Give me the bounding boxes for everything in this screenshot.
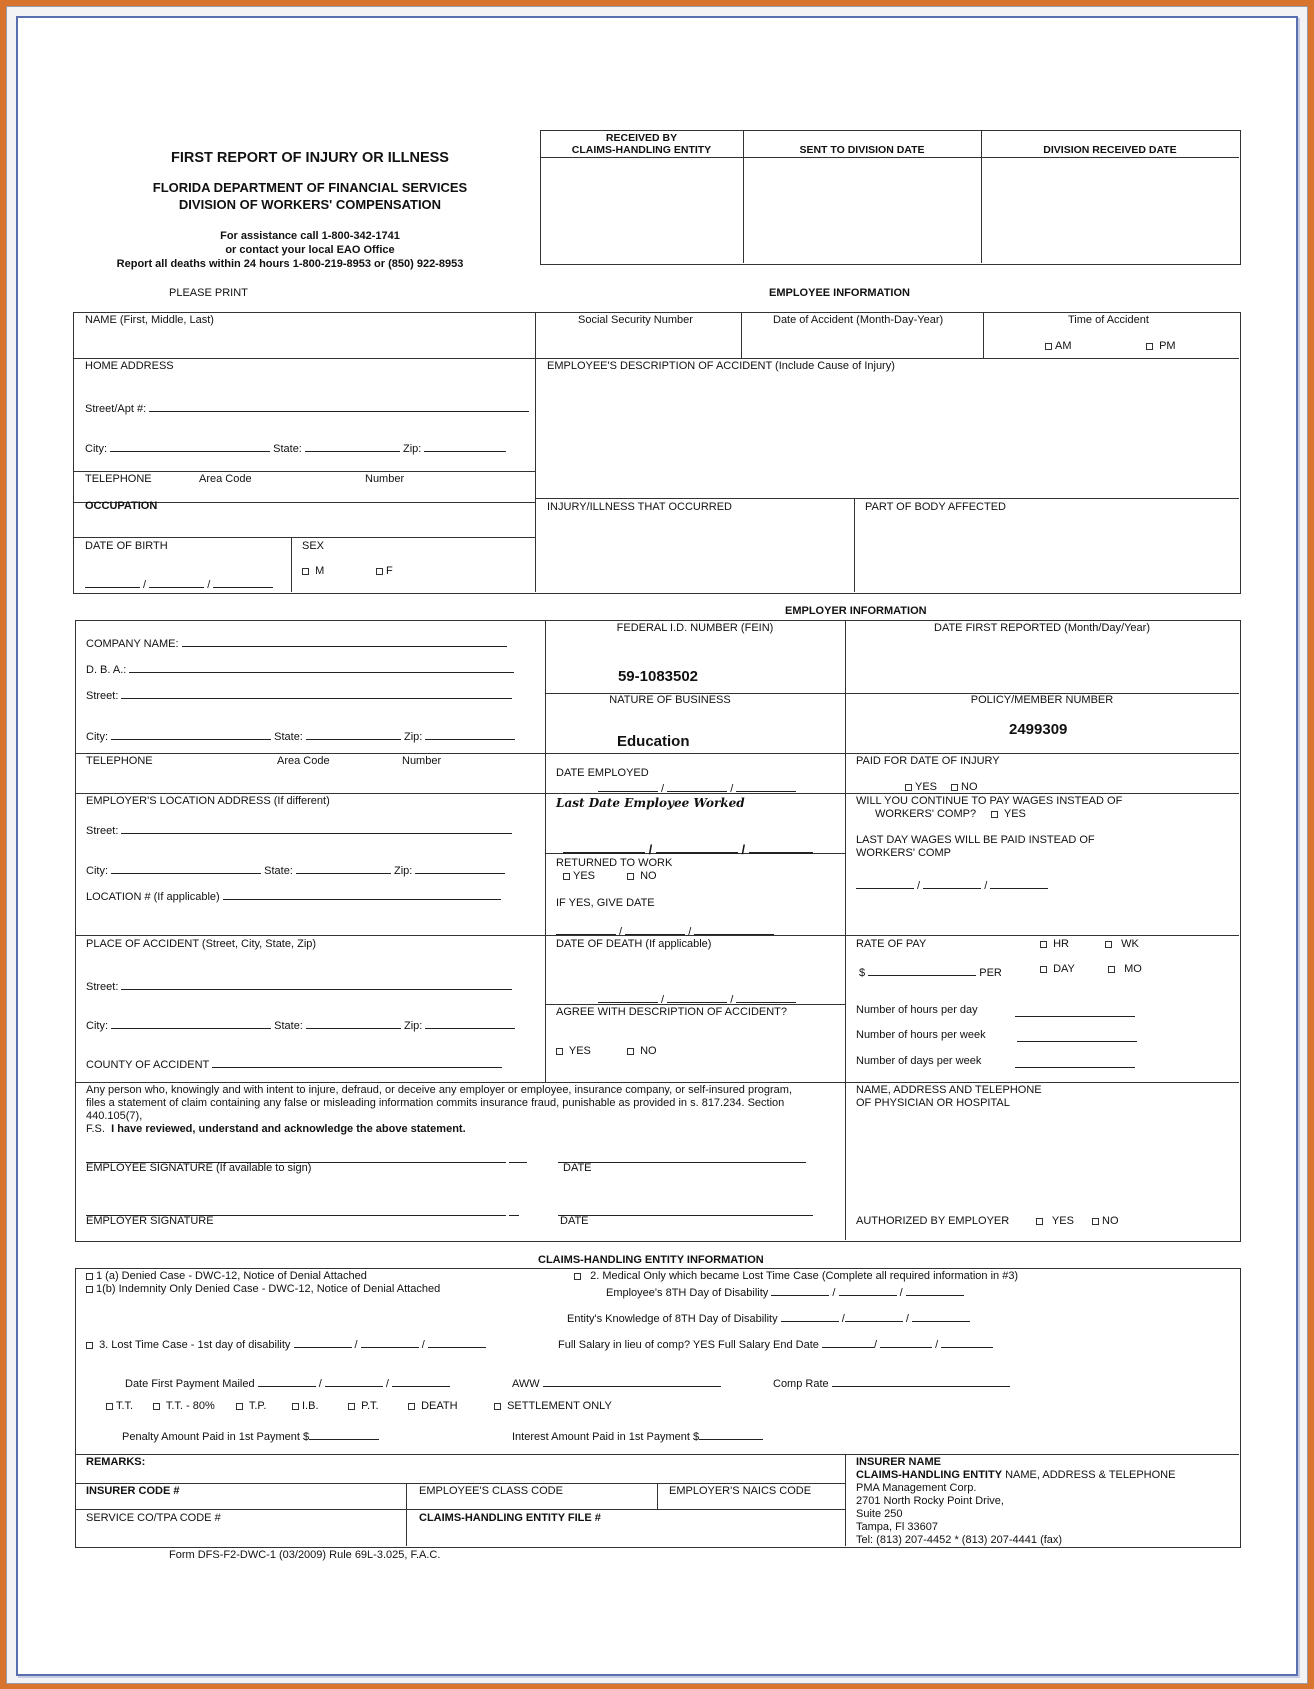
naics-code-label: EMPLOYER'S NAICS CODE [669,1485,812,1497]
checkbox-icon [292,1403,299,1410]
penalty-amount-field[interactable]: Penalty Amount Paid in 1st Payment $ [122,1427,379,1443]
agree-yes-checkbox[interactable]: YES [556,1045,591,1057]
paid-no-checkbox[interactable]: NO [951,781,978,793]
day-checkbox[interactable]: DAY [1040,963,1075,975]
checkbox-icon [1105,941,1112,948]
policy-number-label: POLICY/MEMBER NUMBER [970,694,1114,706]
lost-time-case-checkbox[interactable]: 3. Lost Time Case - 1st day of disability / / [86,1335,486,1351]
checkbox-icon [408,1403,415,1410]
policy-number-value: 2499309 [1009,721,1068,738]
entity-address-label: CLAIMS-HANDLING ENTITY NAME, ADDRESS & TELEPHONE [856,1469,1176,1481]
agree-description-label: AGREE WITH DESCRIPTION OF ACCIDENT? [556,1006,788,1018]
area-code-label: Area Code [199,473,252,485]
entity-address-line4: Tampa, Fl 33607 [856,1521,938,1533]
date-first-reported-label: DATE FIRST REPORTED (Month/Day/Year) [934,622,1150,634]
nature-business-label: NATURE OF BUSINESS [609,694,731,706]
fraud-statement-line2: files a statement of claim containing any false or misleading information commits insurance fraud, punishable as provided in s. 817.234. Section 440.105(7), [86,1097,785,1122]
last-date-worked-field[interactable]: / / [563,840,813,857]
assist-eao: or contact your local EAO Office [225,244,395,256]
agree-no-checkbox[interactable]: NO [627,1045,657,1057]
last-day-wages-field[interactable]: / / [856,876,1048,892]
received-by-label: RECEIVED BY [605,132,678,144]
authorized-yes-checkbox[interactable]: YES [1036,1215,1074,1227]
nature-business-value: Education [617,733,690,750]
date-death-label: DATE OF DEATH (If applicable) [556,938,712,950]
wk-checkbox[interactable]: WK [1105,938,1139,950]
entity-address-line1: PMA Management Corp. [856,1482,977,1494]
employer-signature-date-line[interactable] [558,1203,813,1219]
checkbox-icon [905,784,912,791]
dba-field[interactable]: D. B. A.: [86,660,514,676]
class-code-label: EMPLOYEE'S CLASS CODE [419,1485,563,1497]
rate-amount-field[interactable]: $ PER [859,963,1002,979]
entity-file-label: CLAIMS-HANDLING ENTITY FILE # [419,1512,601,1524]
county-field[interactable]: COUNTY OF ACCIDENT [86,1055,502,1071]
rate-pay-label: RATE OF PAY [856,938,927,950]
employer-street-field[interactable]: Street: [86,686,512,702]
paid-date-injury-label: PAID FOR DATE OF INJURY [856,755,1000,767]
location-street-field[interactable]: Street: [86,821,512,837]
returned-to-work-label: RETURNED TO WORK [556,857,673,869]
last-day-wages-label: LAST DAY WAGES WILL BE PAID INSTEAD OF [856,834,1095,846]
benefit-tt-checkbox[interactable]: T.T. [106,1400,133,1412]
remarks-label: REMARKS: [86,1456,146,1468]
place-accident-label: PLACE OF ACCIDENT (Street, City, State, Zip) [86,938,317,950]
fein-value: 59-1083502 [617,668,699,685]
home-address-label: HOME ADDRESS [85,360,174,372]
pm-checkbox[interactable]: PM [1146,340,1176,352]
location-city-state-zip-field[interactable]: City: State: Zip: [86,861,505,877]
entity-telephone: Tel: (813) 207-4452 * (813) 207-4441 (fax) [856,1534,1063,1546]
benefit-pt-checkbox[interactable]: P.T. [348,1400,379,1412]
date-accident-label: Date of Accident (Month-Day-Year) [773,314,944,326]
checkbox-icon [1040,966,1047,973]
place-city-state-zip-field[interactable]: City: State: Zip: [86,1016,515,1032]
comp-rate-field[interactable]: Comp Rate [773,1374,1010,1390]
first-payment-field[interactable]: Date First Payment Mailed / / [125,1374,450,1390]
ssn-label: Social Security Number [578,314,693,326]
time-accident-label: Time of Accident [1068,314,1149,326]
form-title: FIRST REPORT OF INJURY OR ILLNESS [171,150,449,166]
female-checkbox[interactable]: F [376,565,393,577]
employer-telephone-label: TELEPHONE [86,755,153,767]
acknowledgement: I have reviewed, understand and acknowledge the above statement. [111,1123,466,1135]
benefit-tp-checkbox[interactable]: T.P. [236,1400,266,1412]
checkbox-icon [86,1273,93,1280]
checkbox-icon [574,1273,581,1280]
denied-case-checkbox[interactable]: 1 (a) Denied Case - DWC-12, Notice of Denial Attached [86,1270,367,1282]
hr-checkbox[interactable]: HR [1040,938,1069,950]
fein-label: FEDERAL I.D. NUMBER (FEIN) [616,622,774,634]
last-day-wages-label-2: WORKERS' COMP [856,847,951,859]
returned-no-checkbox[interactable]: NO [627,870,657,882]
employee-signature-label: EMPLOYEE SIGNATURE (If available to sign) [86,1162,312,1174]
physician-label-2: OF PHYSICIAN OR HOSPITAL [856,1097,1010,1109]
employer-section-title: EMPLOYER INFORMATION [785,605,927,617]
city-state-zip-field[interactable]: City: State: Zip: [85,439,506,455]
accident-description-label: EMPLOYEE'S DESCRIPTION OF ACCIDENT (Include Cause of Injury) [547,360,895,372]
checkbox-icon [627,873,634,880]
checkbox-icon [556,1048,563,1055]
entity-address-line2: 2701 North Rocky Point Drive, [856,1495,1004,1507]
service-co-label: SERVICE CO/TPA CODE # [86,1512,221,1524]
returned-yes-checkbox[interactable]: YES [563,870,595,882]
checkbox-icon [1146,343,1153,350]
name-label: NAME (First, Middle, Last) [85,314,214,326]
checkbox-icon [1045,343,1052,350]
division-name: DIVISION OF WORKERS' COMPENSATION [178,197,442,212]
please-print: PLEASE PRINT [169,287,248,299]
hours-per-week-field[interactable]: Number of hours per week [856,1029,986,1041]
paid-yes-checkbox[interactable]: YES [905,781,937,793]
number-label: Number [365,473,405,485]
continue-wages-label-2: WORKERS' COMP? [875,808,977,820]
employee-signature-date-line[interactable] [558,1150,806,1166]
assist-deaths: Report all deaths within 24 hours 1-800-219-8953 or (850) 922-8953 [116,258,464,270]
checkbox-icon [563,873,570,880]
occupation-label: OCCUPATION [85,500,158,512]
insurer-code-label: INSURER CODE # [86,1485,180,1497]
dept-name: FLORIDA DEPARTMENT OF FINANCIAL SERVICES [152,180,468,195]
company-name-field[interactable]: COMPANY NAME: [86,634,507,650]
date-death-field[interactable]: / / [598,990,796,1006]
sent-division-label: SENT TO DIVISION DATE [799,144,925,156]
employer-signature-date-label: DATE [560,1215,589,1227]
checkbox-icon [348,1403,355,1410]
place-street-field[interactable]: Street: [86,977,512,993]
return-date-field[interactable]: / / [556,922,774,938]
body-part-label: PART OF BODY AFFECTED [865,501,1006,513]
aww-field[interactable]: AWW [512,1374,721,1390]
location-address-label: EMPLOYER'S LOCATION ADDRESS (If different) [86,795,330,807]
male-checkbox[interactable]: M [302,565,324,577]
entity-address-line3: Suite 250 [856,1508,903,1520]
dob-label: DATE OF BIRTH [85,540,168,552]
checkbox-icon [302,568,309,575]
checkbox-icon [494,1403,501,1410]
dob-field[interactable]: / / [85,575,273,591]
date-employed-field[interactable]: / / [598,779,796,795]
am-checkbox[interactable]: AM [1045,340,1072,352]
checkbox-icon [376,568,383,575]
employee-signature-date-label: DATE [563,1162,592,1174]
street-field[interactable]: Street/Apt #: [85,399,529,415]
checkbox-icon [1108,966,1115,973]
employer-number-label: Number [402,755,442,767]
entity-knowledge-field[interactable]: Entity's Knowledge of 8TH Day of Disability / / [567,1309,970,1325]
checkbox-icon [627,1048,634,1055]
continue-wages-label: WILL YOU CONTINUE TO PAY WAGES INSTEAD OF [856,795,1123,807]
checkbox-icon [1040,941,1047,948]
medical-only-checkbox[interactable]: 2. Medical Only which became Lost Time Case (Complete all required information in #3) [574,1270,1018,1282]
interest-amount-field[interactable]: Interest Amount Paid in 1st Payment $ [512,1427,763,1443]
form-identifier: Form DFS-F2-DWC-1 (03/2009) Rule 69L-3.025, F.A.C. [169,1549,441,1561]
sex-label: SEX [302,540,325,552]
benefit-ib-checkbox[interactable]: I.B. [292,1400,319,1412]
authorized-label: AUTHORIZED BY EMPLOYER [856,1215,1010,1227]
checkbox-icon [1036,1218,1043,1225]
full-salary-field[interactable]: Full Salary in lieu of comp? YES Full Salary End Date / / [558,1335,993,1351]
checkbox-icon [1092,1218,1099,1225]
eighth-day-field[interactable]: Employee's 8TH Day of Disability / / [606,1283,964,1299]
indemnity-denied-checkbox[interactable]: 1(b) Indemnity Only Denied Case - DWC-12, Notice of Denial Attached [86,1283,440,1295]
employer-city-state-zip-field[interactable]: City: State: Zip: [86,727,515,743]
division-received-label: DIVISION RECEIVED DATE [1043,144,1177,156]
employer-area-code-label: Area Code [277,755,330,767]
checkbox-icon [86,1342,93,1349]
if-yes-date-label: IF YES, GIVE DATE [556,897,655,909]
checkbox-icon [236,1403,243,1410]
assist-phone: For assistance call 1-800-342-1741 [220,230,400,242]
date-employed-label: DATE EMPLOYED [556,767,649,779]
insurer-name-label: INSURER NAME [856,1456,941,1468]
fraud-statement-line1: Any person who, knowingly and with intent to injure, defraud, or deceive any employer or employee, insurance company, or self-insured program, [86,1084,792,1096]
claims-entity-label: CLAIMS-HANDLING ENTITY [571,144,712,156]
hours-per-day-field[interactable]: Number of hours per day [856,1004,978,1016]
checkbox-icon [153,1403,160,1410]
checkbox-icon [951,784,958,791]
telephone-label: TELEPHONE [85,473,152,485]
location-number-field[interactable]: LOCATION # (If applicable) [86,887,501,903]
continue-yes-checkbox[interactable]: YES [991,808,1026,820]
benefit-tt80-checkbox[interactable]: T.T. - 80% [153,1400,215,1412]
benefit-settlement-checkbox[interactable]: SETTLEMENT ONLY [494,1400,612,1412]
days-per-week-field[interactable]: Number of days per week [856,1055,982,1067]
authorized-no-checkbox[interactable]: NO [1092,1215,1119,1227]
injury-label: INJURY/ILLNESS THAT OCCURRED [547,501,733,513]
benefit-death-checkbox[interactable]: DEATH [408,1400,458,1412]
claims-section-title: CLAIMS-HANDLING ENTITY INFORMATION [538,1254,764,1266]
fraud-statement-line3: F.S. I have reviewed, understand and acknowledge the above statement. [86,1123,466,1135]
mo-checkbox[interactable]: MO [1108,963,1142,975]
checkbox-icon [991,811,998,818]
checkbox-icon [86,1286,93,1293]
last-date-worked-label: Last Date Employee Worked [556,796,745,810]
employer-signature-label: EMPLOYER SIGNATURE [86,1215,214,1227]
physician-label: NAME, ADDRESS AND TELEPHONE [856,1084,1042,1096]
employee-section-title: EMPLOYEE INFORMATION [769,287,910,299]
checkbox-icon [106,1403,113,1410]
